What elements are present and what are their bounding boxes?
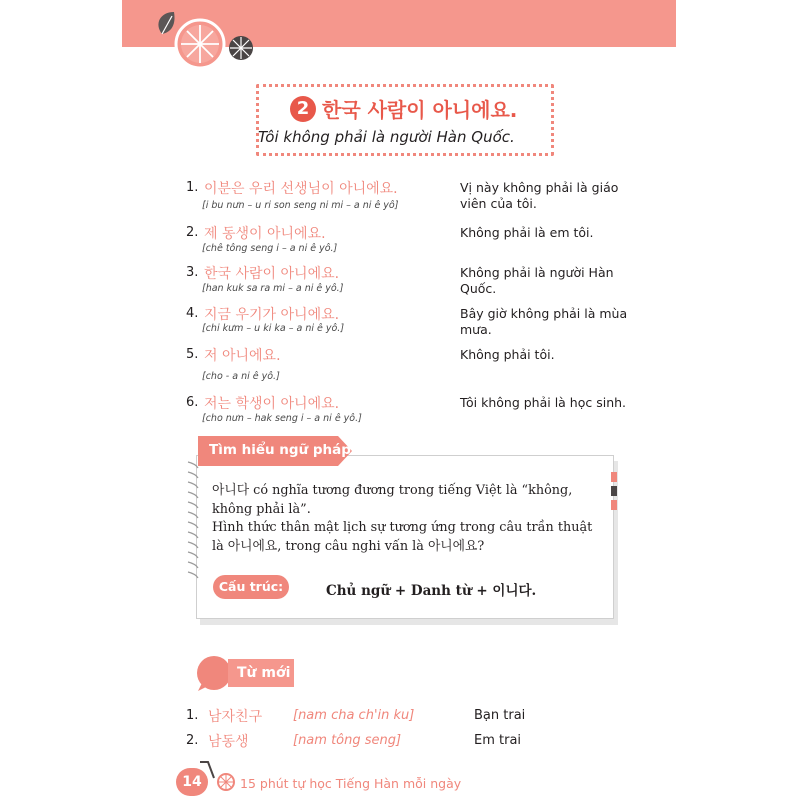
vocab-heading: Từ mới (237, 665, 291, 681)
book-title: 15 phút tự học Tiếng Hàn mỗi ngày (240, 776, 462, 791)
example-number: 1. (186, 180, 199, 195)
structure-formula: Chủ ngữ + Danh từ + 이니다. (326, 583, 537, 599)
example-romanization: [chê tông seng i – a ni ê yô.] (202, 243, 338, 254)
example-number: 2. (186, 225, 199, 240)
lesson-number-badge: 2 (290, 96, 316, 122)
vocab-number: 1. (186, 708, 199, 723)
example-korean: 이분은 우리 선생님이 아니에요. (204, 181, 398, 197)
vocab-number: 2. (186, 733, 199, 748)
example-romanization: [chi kưm – u ki ka – a ni ê yô.] (202, 323, 345, 334)
spiral-binding-icon (186, 458, 200, 588)
grapefruit-slice-icon (150, 4, 260, 72)
vocab-korean: 남자친구 (208, 709, 263, 725)
example-korean: 저는 학생이 아니에요. (204, 396, 340, 412)
grammar-heading: Tìm hiểu ngữ pháp (209, 442, 351, 458)
example-number: 6. (186, 395, 199, 410)
example-number: 5. (186, 347, 199, 362)
example-translation: Không phải là người Hàn Quốc. (460, 265, 614, 296)
example-translation: Không phải là em tôi. (460, 225, 594, 240)
example-korean: 제 동생이 아니에요. (204, 226, 326, 242)
example-translation: Tôi không phải là học sinh. (460, 395, 627, 410)
leaf-icon (158, 12, 174, 34)
grammar-line-2: Hình thức thân mật lịch sự tương ứng trong câu trần thuật là 아니에요, trong câu nghi vấn là 아니에요? (212, 520, 593, 554)
example-korean: 한국 사람이 아니에요. (204, 266, 340, 282)
example-romanization: [i bu nưn – u ri son seng ni mi – a ni ê yô] (202, 200, 399, 211)
page-number: 14 (176, 768, 208, 796)
example-korean: 지금 우기가 아니에요. (204, 307, 340, 323)
example-translation: Bây giờ không phải là mùa mưa. (460, 306, 628, 337)
lesson-title-vietnamese: Tôi không phải là người Hàn Quốc. (258, 128, 515, 146)
dark-slice-icon (229, 36, 253, 60)
vocab-translation: Em trai (474, 733, 522, 748)
example-number: 3. (186, 265, 199, 280)
example-number: 4. (186, 306, 199, 321)
vocab-korean: 남동생 (208, 734, 249, 750)
vocab-translation: Bạn trai (474, 708, 526, 723)
grammar-explanation (212, 482, 602, 556)
vocab-romanization: [nam cha ch'in ku] (293, 708, 415, 723)
side-tab-markers (611, 472, 619, 512)
grammar-line-1: 아니다 có nghĩa tương đương trong tiếng Việt là “không, không phải là”. (212, 483, 573, 517)
example-translation: Không phải tôi. (460, 347, 555, 362)
lesson-title-korean: 한국 사람이 아니에요. (322, 98, 518, 122)
example-romanization: [cho - a ni ê yô.] (202, 371, 280, 382)
vocab-romanization: [nam tông seng] (293, 733, 402, 748)
example-translation: Vị này không phải là giáo viên của tôi. (460, 180, 619, 211)
structure-label: Cấu trúc: (213, 575, 289, 599)
example-romanization: [cho nưn – hak seng i – a ni ê yô.] (202, 413, 362, 424)
example-korean: 저 아니에요. (204, 348, 281, 364)
example-romanization: [han kuk sa ra mi – a ni ê yô.] (202, 283, 344, 294)
